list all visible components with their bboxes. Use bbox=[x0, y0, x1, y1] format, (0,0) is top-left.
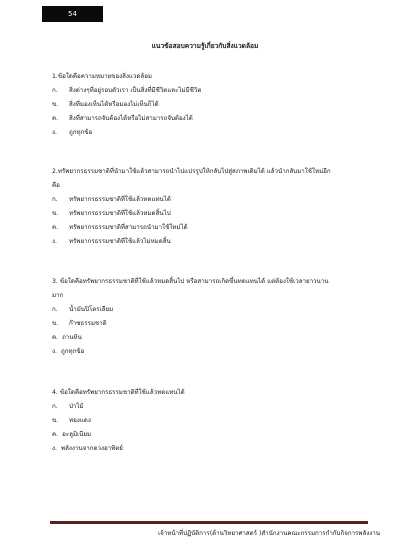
choice-text: อะลูมิเนียม bbox=[62, 431, 92, 438]
page-number: 54 bbox=[68, 10, 77, 18]
question-2-choice-c bbox=[52, 221, 364, 235]
choice-letter: ข. bbox=[52, 417, 59, 424]
question-2-choice-a bbox=[52, 193, 364, 207]
question-1-choice-a bbox=[52, 84, 364, 98]
choice-text: ทรัพยากรธรรมชาติที่ใช้แล้วทดแทนได้ bbox=[69, 196, 171, 203]
footer-text: เจ้าหน้าที่ปฏิบัติการ(ด้านวิทยาศาสตร์ )สำนักงานคณะกรรมการกำกับกิจการพลังงาน bbox=[158, 530, 380, 537]
choice-letter: ก. bbox=[52, 196, 58, 203]
choice-text: ทรัพยากรธรรมชาติที่ใช้แล้วหมดสิ้นไป bbox=[69, 210, 171, 217]
question-2-choice-b bbox=[52, 207, 364, 221]
question-3-choice-b bbox=[52, 317, 364, 331]
choice-text: ถูกทุกข้อ bbox=[61, 348, 85, 355]
choice-letter: ง. bbox=[52, 348, 57, 355]
question-3-text: 3. ข้อใดคือทรัพยากรธรรมชาติที่ใช้แล้วหมดสิ้นไป หรือสามารถเกิดขึ้นทดแทนได้ แต่ต้องใช้เวลายาวนาน bbox=[52, 278, 329, 285]
choice-text: ถูกทุกข้อ bbox=[69, 129, 93, 136]
choice-text: สิ่งต่างๆที่อยู่รอบตัวเรา เป็นสิ่งที่มีชีวิตและไม่มีชีวิต bbox=[69, 87, 202, 94]
choice-text: ก๊าซธรรมชาติ bbox=[69, 320, 107, 327]
choice-letter: ง. bbox=[52, 445, 57, 452]
choice-text: สิ่งที่มองเห็นได้หรือมองไม่เห็นก็ได้ bbox=[69, 101, 159, 108]
page-number-bar bbox=[42, 6, 103, 22]
footer-divider bbox=[50, 521, 368, 524]
choice-letter: ค. bbox=[52, 224, 59, 231]
question-4 bbox=[52, 386, 364, 456]
question-2 bbox=[52, 165, 364, 249]
question-1-choice-b bbox=[52, 98, 364, 112]
choice-text: ทรัพยากรธรรมชาติที่ใช้แล้วไม่หมดสิ้น bbox=[69, 238, 171, 245]
page-title: แนวข้อสอบความรู้เกี่ยวกับสิ่งแวดล้อม bbox=[151, 42, 259, 50]
choice-letter: ก. bbox=[52, 306, 58, 313]
choice-text: น้ำมันปิโตรเลียม bbox=[69, 306, 114, 313]
question-2-choice-d bbox=[52, 235, 364, 249]
question-1-choice-d bbox=[52, 126, 364, 140]
question-4-text: 4. ข้อใดคือทรัพยากรธรรมชาติที่ใช้แล้วทดแทนได้ bbox=[52, 389, 185, 396]
choice-letter: ข. bbox=[52, 320, 59, 327]
question-2-text-cont: คือ bbox=[52, 182, 60, 189]
choice-text: สิ่งที่สามารถจับต้องได้หรือไม่สามารถจับต้องได้ bbox=[69, 115, 193, 122]
question-3-choice-c bbox=[52, 331, 364, 345]
question-2-text: 2.ทรัพยากรธรรมชาติที่นำมาใช้แล้วสามารถนำไปแปรรูปให้กลับไปสู่สภาพเดิมได้ แล้วนำกลับมาใช้ใหม่อีก bbox=[52, 168, 331, 175]
choice-text: ทองแดง bbox=[69, 417, 91, 424]
choice-letter: ข. bbox=[52, 210, 59, 217]
choice-letter: ก. bbox=[52, 87, 58, 94]
choice-letter: ก. bbox=[52, 403, 58, 410]
choice-letter: ค. bbox=[52, 115, 59, 122]
question-3-text-cont: มาก bbox=[52, 292, 64, 299]
choice-letter: ง. bbox=[52, 238, 57, 245]
choice-text: ทรัพยากรธรรมชาติที่สามารถนำมาใช้ใหม่ได้ bbox=[69, 224, 188, 231]
question-1-choice-c bbox=[52, 112, 364, 126]
question-3-choice-a bbox=[52, 303, 364, 317]
question-4-choice-b bbox=[52, 414, 364, 428]
choice-letter: ง. bbox=[52, 129, 57, 136]
choice-text: ป่าไม้ bbox=[69, 403, 84, 410]
choice-letter: ข. bbox=[52, 101, 59, 108]
question-1-text: 1.ข้อใดคือความหมายของสิ่งแวดล้อม bbox=[52, 73, 153, 80]
question-1 bbox=[52, 70, 364, 140]
choice-text: ถ่านหิน bbox=[62, 334, 82, 341]
question-3-choice-d bbox=[52, 345, 364, 359]
choice-letter: ค. bbox=[52, 334, 59, 341]
question-4-choice-c bbox=[52, 428, 364, 442]
choice-letter: ค. bbox=[52, 431, 59, 438]
question-3 bbox=[52, 275, 364, 359]
question-4-choice-a bbox=[52, 400, 364, 414]
choice-text: พลังงานจากดวงอาทิตย์ bbox=[61, 445, 123, 452]
question-4-choice-d bbox=[52, 442, 364, 456]
